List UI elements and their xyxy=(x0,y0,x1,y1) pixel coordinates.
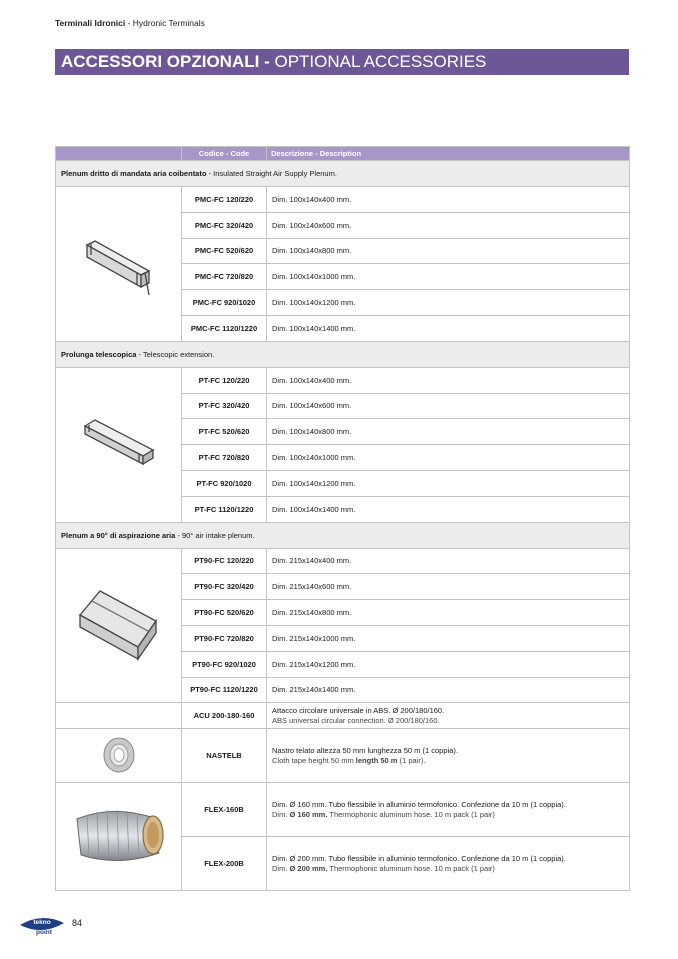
product-desc: Dim. 100x140x400 mm. xyxy=(267,367,630,393)
desc-en-c: Thermophonic aluminum hose. 10 m pack (1 pair) xyxy=(327,863,495,873)
table-row xyxy=(56,367,630,393)
product-code: PT90-FC 120/220 xyxy=(182,548,267,574)
desc-en-a: Dim. xyxy=(272,809,290,819)
product-code: PT90-FC 320/420 xyxy=(182,574,267,600)
page-title xyxy=(55,49,629,75)
section-pt: Prolunga telescopica - Telescopic extension. xyxy=(56,341,630,367)
product-desc: Dim. 100x140x1400 mm. xyxy=(267,496,630,522)
flexible-hose-icon xyxy=(71,797,167,875)
product-desc: Dim. 215x140x800 mm. xyxy=(267,600,630,626)
section-title-en: Insulated Straight Air Supply Plenum. xyxy=(213,169,337,178)
header-description: Descrizione - Description xyxy=(267,147,630,161)
table-row xyxy=(56,783,630,837)
desc-en-b: Ø 200 mm. xyxy=(289,863,328,873)
tape-roll-icon xyxy=(99,735,139,775)
product-desc: Dim. 100x140x1400 mm. xyxy=(267,315,630,341)
desc-it: Nastro telato altezza 50 mm lunghezza 50 m (1 coppia). xyxy=(272,745,458,755)
product-code: FLEX-200B xyxy=(182,837,267,891)
desc-it: Dim. Ø 200 mm. Tubo flessibile in alluminio termofonico. Confezione da 10 m (1 coppia). xyxy=(272,853,566,863)
product-code: PMC-FC 1120/1220 xyxy=(182,315,267,341)
product-desc: Dim. 100x140x1000 mm. xyxy=(267,264,630,290)
pt90-image-cell xyxy=(56,548,182,703)
table-row xyxy=(56,729,630,783)
product-code: NASTELB xyxy=(182,729,267,783)
section-title-it: Prolunga telescopica xyxy=(61,349,137,359)
product-desc: Dim. 215x140x600 mm. xyxy=(267,574,630,600)
logo-bottom-text: point xyxy=(36,929,52,936)
desc-en xyxy=(272,864,629,874)
desc-en-b: Ø 160 mm. xyxy=(289,809,328,819)
logo-top-text: tekno xyxy=(33,919,51,926)
breadcrumb-sub: Hydronic Terminals xyxy=(132,18,205,28)
section-title-en: 90° air intake plenum. xyxy=(181,530,255,540)
table-row xyxy=(56,548,630,574)
table-header-row xyxy=(56,147,630,161)
product-code: FLEX-160B xyxy=(182,783,267,837)
product-desc: Dim. 100x140x800 mm. xyxy=(267,419,630,445)
header-code: Codice - Code xyxy=(182,147,267,161)
product-code: PT-FC 520/620 xyxy=(182,419,267,445)
product-code: PT-FC 720/820 xyxy=(182,445,267,471)
telescopic-extension-icon xyxy=(79,404,159,484)
desc-it: Dim. Ø 160 mm. Tubo flessibile in alluminio termofonico. Confezione da 10 m (1 coppia). xyxy=(272,799,566,809)
product-code: PMC-FC 120/220 xyxy=(182,187,267,213)
title-rest: OPTIONAL ACCESSORIES xyxy=(274,52,487,71)
desc-en-c: (1 pair). xyxy=(397,755,426,765)
product-code: PT-FC 1120/1220 xyxy=(182,496,267,522)
angled-plenum-icon xyxy=(74,579,164,669)
product-desc: Dim. 100x140x600 mm. xyxy=(267,393,630,419)
desc-en xyxy=(272,756,629,766)
product-desc: Dim. 215x140x1400 mm. xyxy=(267,677,630,703)
product-desc xyxy=(267,783,630,837)
product-desc xyxy=(267,837,630,891)
product-code: PMC-FC 520/620 xyxy=(182,238,267,264)
product-desc: Dim. 100x140x1200 mm. xyxy=(267,470,630,496)
desc-en-c: Thermophonic aluminum hose. 10 m pack (1 pair) xyxy=(327,809,495,819)
product-desc: Dim. 100x140x600 mm. xyxy=(267,212,630,238)
table-row xyxy=(56,187,630,213)
product-code: PT90-FC 920/1020 xyxy=(182,651,267,677)
product-desc: Dim. 100x140x1000 mm. xyxy=(267,445,630,471)
header-image-col xyxy=(56,147,182,161)
page-number: 84 xyxy=(72,918,83,928)
nastelb-image-cell xyxy=(56,729,182,783)
product-code: PMC-FC 320/420 xyxy=(182,212,267,238)
section-title-en: Telescopic extension. xyxy=(142,349,215,359)
breadcrumb: Terminali Idronici - Hydronic Terminals xyxy=(55,18,205,28)
product-code: PT-FC 120/220 xyxy=(182,367,267,393)
product-desc: Dim. 215x140x1000 mm. xyxy=(267,625,630,651)
section-pmc: Plenum dritto di mandata aria coibentato - Insulated Straight Air Supply Plenum. xyxy=(56,161,630,187)
product-code: PT90-FC 1120/1220 xyxy=(182,677,267,703)
product-desc: Dim. 100x140x1200 mm. xyxy=(267,290,630,316)
desc-en-a: Cloth tape height 50 mm xyxy=(272,755,356,765)
section-title-it: Plenum a 90° di aspirazione aria xyxy=(61,530,176,540)
straight-plenum-icon xyxy=(79,223,159,303)
desc-en xyxy=(272,810,629,820)
desc-en-b: length 50 m xyxy=(355,755,398,765)
product-code: PT-FC 920/1020 xyxy=(182,470,267,496)
accessories-table xyxy=(55,146,630,891)
product-desc: Dim. 215x140x1200 mm. xyxy=(267,651,630,677)
product-code: PMC-FC 720/820 xyxy=(182,264,267,290)
title-bold: ACCESSORI OPZIONALI - xyxy=(61,52,270,71)
section-title-it: Plenum dritto di mandata aria coibentato xyxy=(61,169,207,178)
product-desc: Dim. 100x140x800 mm. xyxy=(267,238,630,264)
acu-image-cell xyxy=(56,703,182,729)
teknopoint-logo xyxy=(18,914,66,936)
product-code: PT-FC 320/420 xyxy=(182,393,267,419)
product-desc: Dim. 215x140x400 mm. xyxy=(267,548,630,574)
desc-it: Attacco circolare universale in ABS. Ø 200/180/160. xyxy=(272,705,445,715)
product-code: PMC-FC 920/1020 xyxy=(182,290,267,316)
product-desc xyxy=(267,729,630,783)
breadcrumb-main: Terminali Idronici xyxy=(55,18,126,28)
section-pt90: Plenum a 90° di aspirazione aria - 90° air intake plenum. xyxy=(56,522,630,548)
flex-image-cell xyxy=(56,783,182,891)
product-desc: Dim. 100x140x400 mm. xyxy=(267,187,630,213)
desc-en-a: Dim. xyxy=(272,863,290,873)
product-code: ACU 200-180-160 xyxy=(182,703,267,729)
product-code: PT90-FC 720/820 xyxy=(182,625,267,651)
table-row xyxy=(56,703,630,729)
pmc-image-cell xyxy=(56,187,182,342)
product-code: PT90-FC 520/620 xyxy=(182,600,267,626)
pt-image-cell xyxy=(56,367,182,522)
product-desc xyxy=(267,703,630,729)
desc-en: ABS universal circular connection. Ø 200/180/160. xyxy=(272,715,440,725)
